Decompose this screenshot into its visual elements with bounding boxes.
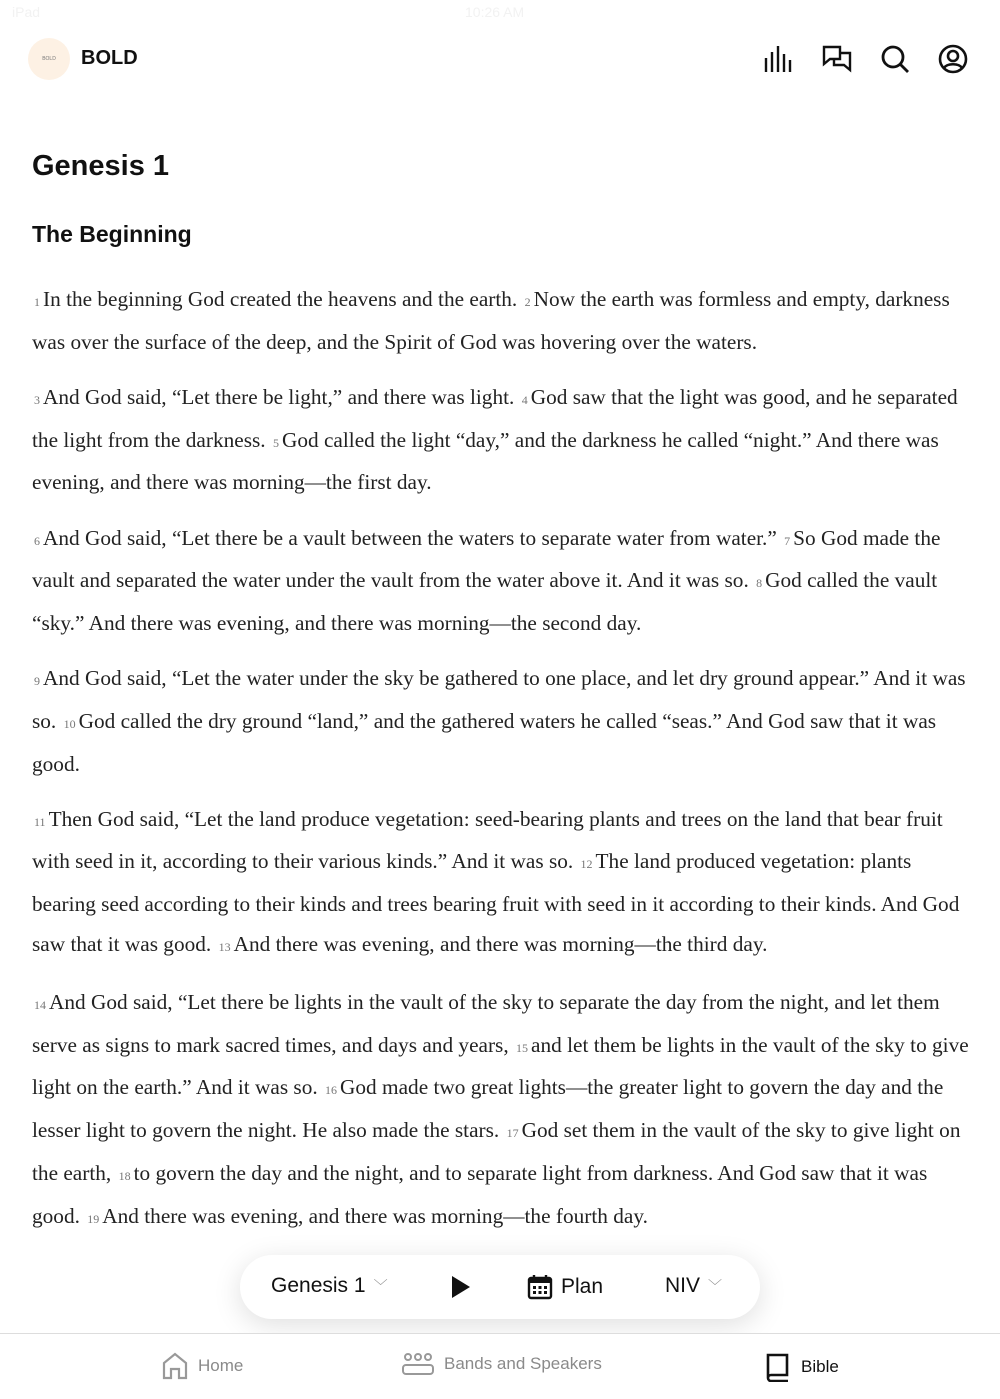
play-button[interactable]: [450, 1275, 472, 1299]
verse-number: 15: [516, 1040, 529, 1055]
calendar-icon: [527, 1274, 553, 1300]
verse-number: 9: [34, 674, 40, 689]
verse-number: 11: [34, 814, 46, 829]
paragraph: [32, 983, 972, 1239]
paragraph: [32, 659, 972, 784]
version-selector[interactable]: NIV ﹀: [665, 1273, 723, 1297]
verse-text: So God made the vault and separated the water under the vault from the water above it. And it was so.: [32, 525, 941, 593]
verses: [32, 280, 972, 1239]
paragraph: [32, 280, 972, 362]
device-name: iPad: [12, 4, 41, 20]
verse-text: God set them in the vault of the sky to give light on the earth,: [32, 1118, 961, 1185]
nav-bands-speakers[interactable]: Bands and Speakers: [402, 1352, 602, 1376]
play-icon: [450, 1275, 472, 1299]
verse-text: And there was evening, and there was morning—the fourth day.: [102, 1203, 648, 1228]
verse-number: 18: [118, 1168, 131, 1183]
chevron-down-icon: ﹀: [708, 1277, 723, 1294]
paragraph: [32, 378, 972, 503]
verse-text: God called the light “day,” and the darkness he called “night.” And there was evening, and there was morning—the first day.: [32, 427, 939, 495]
nav-bible[interactable]: Bible: [765, 1352, 839, 1382]
brand-name: BOLD: [81, 47, 138, 69]
verse-text: And God said, “Let there be light,” and there was light.: [43, 384, 515, 409]
section-title: The Beginning: [32, 221, 192, 247]
group-icon: [402, 1352, 434, 1376]
verse-number: 10: [63, 716, 76, 731]
clock: 10:26 AM: [465, 4, 525, 20]
verse-number: 16: [325, 1083, 338, 1098]
status-bar: [0, 4, 1000, 24]
verse-number: 12: [580, 857, 593, 872]
audio-bars-icon[interactable]: [762, 42, 796, 76]
verse-text: God called the vault “sky.” And there was evening, and there was morning—the second day.: [32, 568, 938, 635]
paragraph: [32, 519, 972, 644]
verse-number: 3: [34, 392, 40, 407]
chevron-down-icon: ﹀: [373, 1277, 388, 1294]
paragraph: [32, 800, 972, 968]
nav-home[interactable]: Home: [162, 1352, 243, 1380]
book-icon: [765, 1352, 791, 1382]
verse-text: Now the earth was formless and empty, darkness was over the surface of the deep, and the Spirit of God was hovering over the waters.: [32, 287, 950, 354]
verse-number: 13: [218, 939, 231, 954]
verse-number: 6: [34, 533, 40, 548]
verse-text: And God said, “Let there be lights in the vault of the sky to separate the day from the night, and let them serve as signs to mark sacred times, and days and years,: [32, 990, 940, 1057]
verse-number: 8: [756, 576, 763, 591]
verse-text: The land produced vegetation: plants bearing seed according to their kinds and trees bearing fruit with seed in it according to their kinds. And God saw that it was good.: [32, 849, 960, 956]
verse-text: and let them be lights in the vault of the sky to give light on the earth.” And it was so.: [32, 1032, 969, 1100]
verse-text: In the beginning God created the heavens and the earth.: [43, 287, 518, 311]
verse-text: God saw that the light was good, and he separated the light from the darkness.: [32, 384, 958, 452]
plan-button[interactable]: Plan: [527, 1274, 603, 1300]
header: [28, 36, 970, 82]
chapter-title: Genesis 1: [32, 150, 170, 182]
search-icon[interactable]: [878, 42, 912, 76]
verse-number: 5: [272, 435, 279, 450]
profile-icon[interactable]: [936, 42, 970, 76]
verse-text: And God said, “Let there be a vault between the waters to separate water from water.”: [43, 525, 777, 550]
home-icon: [162, 1352, 188, 1380]
verse-number: 19: [87, 1211, 100, 1226]
verse-text: And God said, “Let the water under the sky be gathered to one place, and let dry ground appear.” And it was so.: [32, 666, 966, 733]
verse-number: 1: [34, 295, 40, 309]
verse-text: God called the dry ground “land,” and the gathered waters he called “seas.” And God saw that it was good.: [32, 708, 937, 776]
logo[interactable]: BOLD: [28, 38, 70, 80]
verse-number: 7: [784, 533, 791, 548]
chat-icon[interactable]: [820, 42, 854, 76]
verse-text: Then God said, “Let the land produce vegetation: seed-bearing plants and trees on the land that bear fruit with seed in it, according to their various kinds.” And it was so.: [32, 806, 943, 874]
verse-text: God made two great lights—the greater light to govern the day and the lesser light to govern the night. He also made the stars.: [32, 1075, 944, 1143]
verse-text: And there was evening, and there was morning—the third day.: [233, 931, 768, 956]
verse-number: 17: [506, 1126, 519, 1141]
verse-text: to govern the day and the night, and to separate light from darkness. And God saw that it was good.: [32, 1160, 928, 1228]
verse-number: 4: [521, 392, 528, 407]
bottom-nav: [0, 1333, 1000, 1399]
reader-toolbar: [240, 1255, 760, 1319]
verse-number: 14: [34, 998, 46, 1013]
chapter-selector[interactable]: Genesis 1 ﹀: [271, 1273, 388, 1297]
chapter-content: [32, 0, 972, 1239]
verse-number: 2: [524, 295, 531, 309]
